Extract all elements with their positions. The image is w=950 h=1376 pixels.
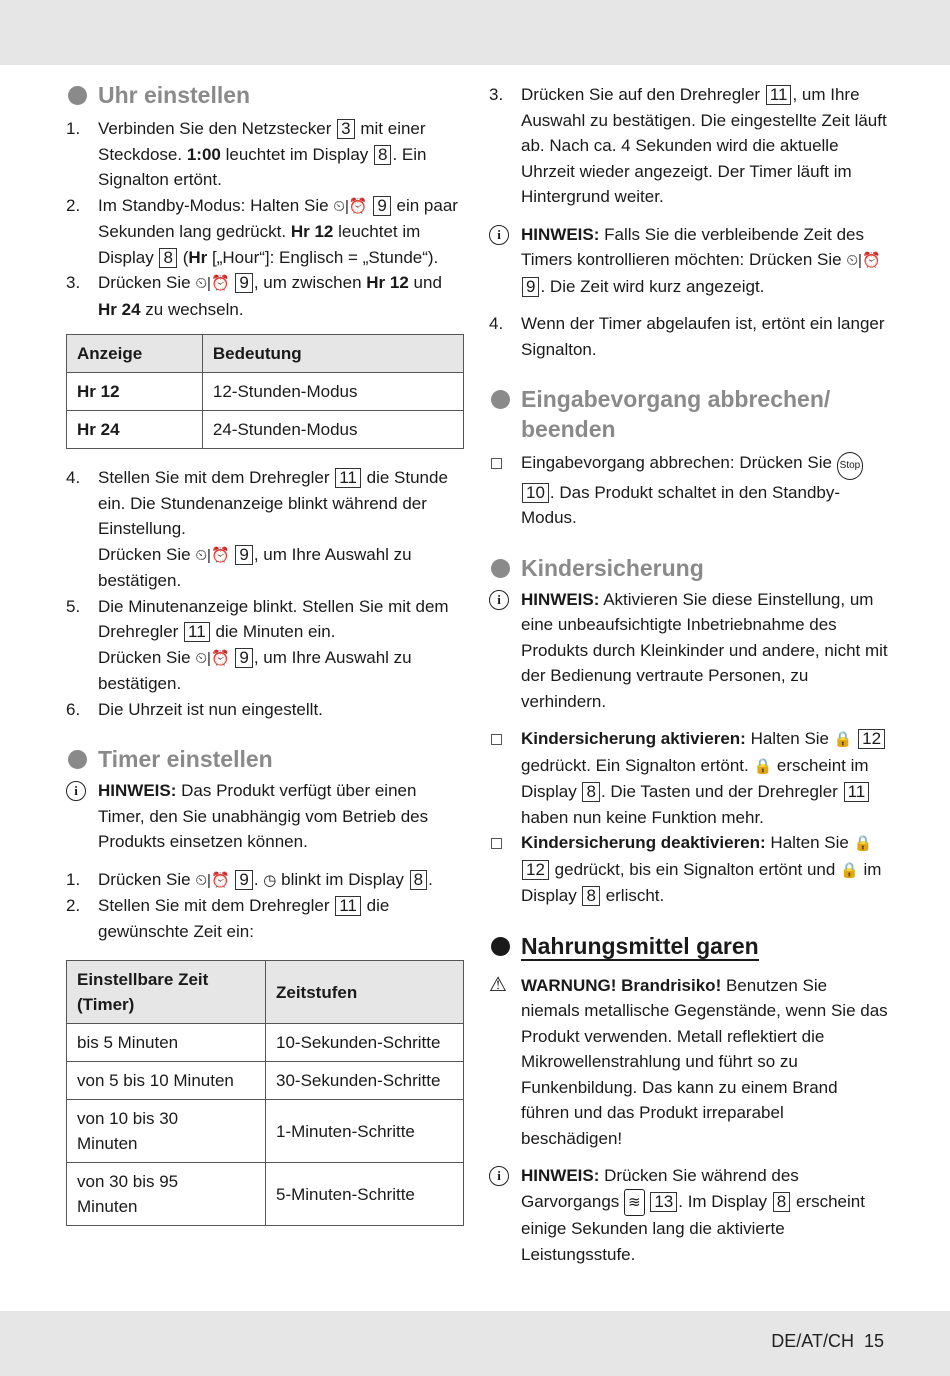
garen-warning [489, 973, 889, 1152]
section-title-garen [489, 931, 889, 961]
text: zu wechseln. [145, 299, 244, 319]
section-kindersicherung [489, 553, 889, 909]
bullet-icon [68, 86, 87, 105]
table-cell: von 10 bis 30 Minuten [67, 1100, 266, 1163]
text: haben nun keine Funktion mehr. [521, 807, 764, 827]
text: die Stunde ein. Die Stundenanzeige blinkt während der Einstellung. [98, 468, 448, 538]
text: Wenn der Timer abgelaufen ist, ertönt ein langer Signalton. [521, 314, 885, 359]
table-row [67, 1100, 464, 1163]
lock-icon: 🔒 [853, 835, 873, 852]
ref-box: 8 [374, 145, 391, 165]
ref-box: 9 [235, 870, 252, 890]
text: Kindersicherung deaktivieren: [521, 833, 766, 852]
table-row [67, 1163, 464, 1226]
text: und [413, 273, 442, 292]
text: Hr 12 [290, 222, 334, 241]
text: Drücken Sie [98, 273, 191, 292]
text: , um zwischen [253, 273, 362, 292]
text: , um Ihre Auswahl zu bestätigen. [98, 544, 412, 590]
note-text: Drücken Sie während des Garvorgangs [521, 1166, 799, 1211]
step-number: 6. [66, 699, 81, 719]
info-icon: i [66, 781, 86, 801]
text: Hr [188, 247, 208, 267]
note-text: . Die Zeit wird kurz angezeigt. [540, 276, 765, 296]
table-row [67, 1024, 464, 1062]
kinder-note [489, 587, 889, 715]
table-cell: Hr 24 [67, 411, 203, 449]
abbrechen-title-line1: Eingabevorgang abbrechen/ [521, 386, 831, 412]
info-icon: i [489, 1166, 509, 1186]
table-cell: von 5 bis 10 Minuten [67, 1062, 266, 1100]
ref-box: 11 [335, 896, 361, 916]
list-item [66, 465, 464, 594]
text: gedrückt. Ein Signalton ertönt. [521, 755, 749, 775]
text: . Die Tasten und der Drehregler [600, 782, 838, 801]
text: Eingabevorgang abbrechen: Drücken Sie [521, 453, 832, 472]
timer-steps-continued [489, 82, 889, 210]
table-cell: bis 5 Minuten [67, 1024, 266, 1062]
timer-clock-icon: ⏲|⏰ [333, 197, 368, 215]
text: Drücken Sie [98, 869, 191, 889]
section-timer [66, 744, 464, 1226]
note-label: HINWEIS: [521, 224, 600, 244]
ref-box: 12 [522, 860, 549, 880]
note-label: HINWEIS: [521, 589, 600, 609]
top-bar [0, 0, 950, 65]
garen-note [489, 1163, 889, 1267]
ref-box: 9 [235, 648, 252, 668]
text: Im Standby-Modus: Halten Sie [98, 195, 329, 215]
timer-steps-end [489, 311, 889, 362]
section-title-abbrechen [489, 384, 889, 444]
note-text: Aktivieren Sie diese Einstellung, um eine unbeaufsichtigte Inbetriebnahme des Produkts durch Kleinkinder und andere, nicht mit der Bedienung vertraute Personen, zu verhindern. [521, 589, 888, 711]
timer-steps-table [66, 960, 464, 1226]
text: Verbinden Sie den Netzstecker [98, 119, 332, 138]
ref-box: 10 [522, 483, 549, 503]
text: die gewünschte Zeit ein: [98, 896, 390, 941]
ref-box: 11 [844, 782, 870, 802]
timer-note-remaining [489, 222, 889, 300]
note-label: HINWEIS: [98, 781, 177, 800]
left-column [66, 80, 464, 1242]
text: gedrückt, bis ein Signalton ertönt und [554, 859, 836, 879]
text: 1:00 [186, 144, 221, 164]
uhr-steps-continued [66, 465, 464, 722]
ref-box: 9 [522, 277, 539, 297]
list-item [489, 82, 889, 210]
ref-box: 9 [373, 196, 390, 216]
table-row [67, 373, 464, 411]
bullet-icon [491, 937, 510, 956]
text: Hr 12 [366, 273, 409, 292]
text: , um Ihre Auswahl zu bestätigen. [98, 647, 412, 693]
list-item [66, 594, 464, 697]
checkbox-square-icon [491, 734, 502, 745]
step-number: 2. [66, 195, 81, 215]
text: Drücken Sie [98, 544, 191, 564]
step-number: 1. [66, 869, 81, 889]
table-header-row [67, 961, 464, 1024]
text: Drücken Sie auf den Drehregler [521, 85, 761, 104]
list-item [66, 116, 464, 193]
step-number: 3. [66, 273, 81, 292]
text: Die Minutenanzeige blinkt. Stellen Sie mit dem Drehregler [98, 596, 449, 641]
step-number: 4. [66, 468, 81, 487]
lock-icon: 🔒 [840, 861, 859, 879]
section-garen [489, 931, 889, 1268]
text: im Display [521, 859, 882, 905]
footer-text [771, 1329, 884, 1355]
ref-box: 8 [582, 782, 599, 802]
abbrechen-title-line2: beenden [521, 416, 616, 442]
text: Stellen Sie mit dem Drehregler [98, 468, 330, 487]
list-item [66, 893, 464, 944]
uhr-title-text: Uhr einstellen [98, 82, 251, 108]
ref-box: 9 [235, 273, 252, 293]
list-item [66, 193, 464, 271]
text: erlischt. [605, 886, 665, 905]
table-cell: 12-Stunden-Modus [202, 373, 463, 411]
text: Stellen Sie mit dem Drehregler [98, 896, 330, 915]
power-level-icon: ≋ [624, 1189, 645, 1217]
table-row [67, 411, 464, 449]
step-number: 2. [66, 896, 81, 915]
list-item [489, 726, 889, 830]
note-text: Falls Sie die verbleibende Zeit des Timers kontrollieren möchten: Drücken Sie [521, 224, 864, 269]
timer-note [66, 778, 464, 855]
section-title-timer [66, 744, 464, 774]
text: , um Ihre Auswahl zu bestätigen. Die eingestellte Zeit läuft ab. Nach ca. 4 Sekunden wird die aktuelle Uhrzeit wieder angezeigt. Der Timer läuft im Hintergrund weiter. [521, 85, 887, 206]
warning-text: Benutzen Sie niemals metallische Gegenstände, wenn Sie das Produkt verwenden. Metall reflektiert die Mikrowellenstrahlung und führt so zu Funkenbildung. Das kann zu einem Brand führen und das Produkt irreparabel beschädigen! [521, 975, 888, 1148]
text: Drücken Sie [98, 647, 191, 667]
note-label: HINWEIS: [521, 1166, 600, 1185]
text: die Minuten ein. [215, 622, 336, 641]
abbrechen-list [489, 450, 889, 531]
checkbox-square-icon [491, 838, 502, 849]
text: mit einer Steckdose. [98, 119, 426, 164]
step-number: 3. [489, 85, 504, 104]
table-cell: 30-Sekunden-Schritte [266, 1062, 464, 1100]
text: ein paar Sekunden lang gedrückt. [98, 195, 458, 241]
note-text: . Im Display [678, 1191, 768, 1211]
bullet-icon [491, 390, 510, 409]
list-item [66, 867, 464, 894]
table-cell: 10-Sekunden-Schritte [266, 1024, 464, 1062]
section-title-uhr [66, 80, 464, 110]
table-cell: Hr 12 [67, 373, 203, 411]
timer-clock-icon: ⏲|⏰ [195, 275, 230, 292]
list-item [66, 270, 464, 322]
text: . [428, 869, 433, 889]
section-title-kindersicherung [489, 553, 889, 583]
timer-steps [66, 867, 464, 945]
timer-clock-icon: ⏲|⏰ [846, 252, 881, 269]
table-header: Einstellbare Zeit (Timer) [67, 961, 266, 1024]
warning-icon: ⚠ [489, 973, 507, 996]
text: erscheint im Display [521, 755, 869, 801]
text: Halten Sie [770, 833, 849, 852]
ref-box: 11 [335, 468, 361, 488]
lock-icon: 🔒 [753, 757, 773, 775]
note-text: Das Produkt verfügt über einen Timer, den Sie unabhängig vom Betrieb des Produkts einsetzen können. [98, 781, 429, 851]
ref-box: 3 [337, 119, 354, 139]
list-item [489, 450, 889, 531]
text: leuchtet im Display [98, 222, 421, 267]
garen-title-text: Nahrungsmittel garen [521, 932, 759, 959]
list-item [489, 830, 889, 909]
step-number: 1. [66, 119, 81, 138]
ref-box: 8 [159, 248, 176, 268]
ref-box: 8 [773, 1192, 790, 1212]
text: Die Uhrzeit ist nun eingestellt. [98, 699, 323, 719]
timer-clock-icon: ⏲|⏰ [195, 546, 230, 564]
text: [„Hour“]: Englisch = „Stunde“). [212, 247, 439, 267]
table-header: Bedeutung [202, 335, 463, 373]
ref-box: 8 [410, 870, 427, 890]
timer-title-text: Timer einstellen [98, 746, 273, 772]
text: Hr 24 [98, 299, 141, 319]
table-header-row [67, 335, 464, 373]
info-icon: i [489, 590, 509, 610]
timer-clock-icon: ⏲|⏰ [195, 871, 230, 889]
list-item [66, 697, 464, 723]
list-item [489, 311, 889, 362]
stop-icon: Stop [837, 452, 864, 480]
table-cell: von 30 bis 95 Minuten [67, 1163, 266, 1226]
warning-label: WARNUNG! Brandrisiko! [521, 975, 722, 995]
note-text: erscheint einige Sekunden lang die aktivierte Leistungsstufe. [521, 1191, 865, 1264]
ref-box: 11 [766, 85, 792, 105]
ref-box: 12 [858, 729, 885, 749]
text: leuchtet im Display [225, 144, 369, 164]
text: Halten Sie [750, 729, 830, 748]
step-number: 4. [489, 314, 504, 333]
step-number: 5. [66, 596, 81, 616]
kinder-title-text: Kindersicherung [521, 554, 704, 581]
table-row [67, 1062, 464, 1100]
table-header: Zeitstufen [266, 961, 464, 1024]
checkbox-square-icon [491, 458, 502, 469]
hour-mode-table [66, 334, 464, 449]
section-uhr [66, 80, 464, 722]
text: Kindersicherung aktivieren: [521, 729, 746, 748]
text: . Das Produkt schaltet in den Standby-Modus. [521, 482, 841, 527]
text: ( [182, 247, 189, 267]
kinder-list [489, 726, 889, 909]
text: . Ein Signalton ertönt. [98, 144, 427, 189]
bullet-icon [491, 559, 510, 578]
footer-region: DE/AT/CH [771, 1331, 854, 1351]
ref-box: 8 [582, 886, 599, 906]
table-cell: 5-Minuten-Schritte [266, 1163, 464, 1226]
ref-box: 13 [650, 1192, 677, 1212]
uhr-steps [66, 116, 464, 322]
info-icon: i [489, 225, 509, 245]
lock-icon: 🔒 [833, 731, 853, 748]
table-cell: 24-Stunden-Modus [202, 411, 463, 449]
table-cell: 1-Minuten-Schritte [266, 1100, 464, 1163]
timer-clock-icon: ⏲|⏰ [195, 649, 230, 667]
text: . [253, 869, 259, 889]
clock-icon: ◷ [263, 871, 277, 889]
page-number: 15 [863, 1331, 884, 1351]
right-column [489, 80, 889, 1281]
table-header: Anzeige [67, 335, 203, 373]
footer-bar [0, 1311, 950, 1376]
ref-box: 11 [184, 622, 210, 642]
text: blinkt im Display [281, 869, 404, 889]
section-abbrechen [489, 384, 889, 531]
ref-box: 9 [235, 545, 252, 565]
bullet-icon [68, 750, 87, 769]
